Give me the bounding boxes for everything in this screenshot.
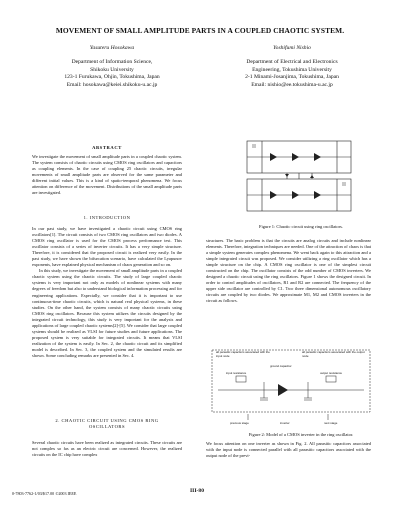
section-2-heading-line: 2. CHAOTIC CIRCUIT USING CMOS RING: [55, 418, 159, 423]
fig2-label-ground-capacitor: ground capacitor: [270, 364, 292, 368]
abstract-heading: ABSTRACT: [92, 145, 122, 150]
fig2-label-input-resistance: input resistance: [226, 371, 247, 375]
figure-2-caption: Figure 2: Model of a CMOS inverter in the ring oscillator.: [248, 432, 354, 437]
fig2-label-output-resistance: output resistance: [320, 371, 343, 375]
section-1-body: [32, 226, 182, 359]
copyright-footer: 0-7803-7762-1/03/$17.00 ©2003 IEEE: [12, 491, 77, 496]
paragraph: In our past study, we have investigated a chaotic circuit using CMOS ring oscillators[1]. The circuit consists of two CMOS ring oscillators and two diodes. A CMOS ring oscillator is used for the CMOS process performance test. This oscillator consists of a series of inverter circuits. It has a very simple structure. Therefore, it is considered that the proposed circuit is realized very easily. In the past study, we have shown the bifurcation scenario, have calculated the Lyapunov exponents, have explained physical mechanism of chaos generation and so on.: [32, 226, 182, 268]
abstract-text: We investigate the movement of small amplitude parts in a coupled chaotic system. The system consists of chaotic circuits using CMOS ring oscillators and capacitors as coupling elements. In the case of coupling 25 chaotic circuits, irregular movements of small amplitude parts are observed for the same parameter and different initial values. This is a kind of spatio-temporal phenomena. We focus attention on difference of the movement. Distributions of the small amplitude parts are investigated.: [32, 154, 182, 196]
paragraph: In this study, we investigate the movement of small amplitude parts in a coupled chaotic system using the chaotic circuits. The study of large coupled chaotic systems is very important not only as models of nonlinear systems with many degrees of freedom but also to understand biological information processing and for engineering applications. Especially, we consider that it is important to use continuous-time chaotic circuits, which is natural real physical systems, in these studies. On the other hand, the system consists of many chaotic circuits using CMOS ring oscillators. Because this system utilizes the circuits designed by the integrated circuit technology, this study is very important for the analysis and applications of large coupled chaotic systems[2]-[5]. We consider that large coupled systems should be realized as VLSI for future studies and future applications. The proposed system is very suitable for integrated circuits. It means that VLSI realization of the system is easily. In Sec. 2, the chaotic circuit and its simplified model is described. In Sec. 3, the coupled system and the simulated results are shown. Some concluding remarks are presented in Sec. 4.: [32, 268, 182, 358]
section-2-heading: [32, 418, 182, 430]
section-1-heading: 1. INTRODUCTION: [83, 215, 131, 220]
author-name: Yasuteru Hosokawa: [89, 45, 135, 51]
paragraph: Several chaotic circuits have been realized as integrated circuits. These circuits are not complex so fas as an electric circuit are concerned. However, the realized circuits on the IC chip have complex: [32, 440, 182, 458]
author-email: Email: nishio@ee.tokushima-u.ac.jp: [251, 82, 333, 89]
author-block-2: [202, 45, 382, 90]
fig2-label-input-capacitors: all parasitic capacitors associated with the input node: [216, 350, 270, 358]
section-2-body: [32, 440, 182, 458]
author-address: 123-1 Furukawa, Ohjin, Tokushima, Japan: [64, 74, 160, 81]
paragraph: We focus attention on one inverter as shown in Fig. 2. All parasitic capacitors associated with the input node is connected parallel with all parasitic capacitors associated with the output node of the previ-: [206, 441, 371, 459]
fig2-label-inverter: inverter: [280, 421, 290, 425]
right-column-body: [206, 238, 371, 305]
fig2-label-next-stage: next stage: [324, 421, 338, 425]
fig2-label-output-capacitors: all parasitic capacitors associated with the output node: [302, 350, 365, 358]
author-dept: Department of Information Science,: [71, 58, 153, 65]
fig2-label-previous-stage: previous stage: [230, 421, 249, 425]
page-number: III-80: [190, 488, 204, 494]
paper-title: MOVEMENT OF SMALL AMPLITUDE PARTS IN A COUPLED CHAOTIC SYSTEM.: [55, 26, 345, 35]
author-univ: Shikoku University: [90, 66, 134, 73]
paragraph: structures. The basic problem is that the circuits are analog circuits and include nonlinear elements. Therefore, integration techniques are needed. One of the attraction of chaos is that a simple system generates complex phenomena. We went back again to this attraction and a simple integrated circuit was proposed. We consider utilizing a ring oscillator which has a simple structure on the chip. A CMOS ring oscillator is one of the simplest circuit constructed on the chip. The oscillator consists of the odd number of CMOS inverters. We designed a chaotic circuit using the ring oscillators. Figure 1 shows the designed circuit. In order to control amplitudes of oscillators, R1 and R2 are connected. The frequency of the upper side oscillator are controlled by C1. Two three dimensional autonomous oscillatory circuits are coupled by two diodes. We approximate M1, M2 and CMOS inverters in the circuit as follows.: [206, 238, 371, 304]
figure-1-circuit: [242, 133, 358, 217]
author-univ: Engineering, Tokushima University: [252, 66, 332, 73]
abstract-body: [32, 154, 182, 196]
author-name: Yoshifumi Nishio: [273, 45, 311, 51]
author-dept: Department of Electrical and Electronics: [246, 58, 338, 65]
figure-2-model: [208, 346, 374, 428]
author-email: Email: hosokawa@keiei.shikoku-u.ac.jp: [66, 82, 158, 89]
author-block-1: [22, 45, 202, 90]
section-2-heading-line: OSCILLATORS: [88, 424, 126, 429]
author-address: 2-1 Minami-Josanjima, Tokushima, Japan: [245, 74, 339, 81]
right-column-body-2: [206, 441, 371, 459]
figure-1-caption: Figure 1: Chaotic circuit using ring oscillators.: [258, 224, 344, 229]
